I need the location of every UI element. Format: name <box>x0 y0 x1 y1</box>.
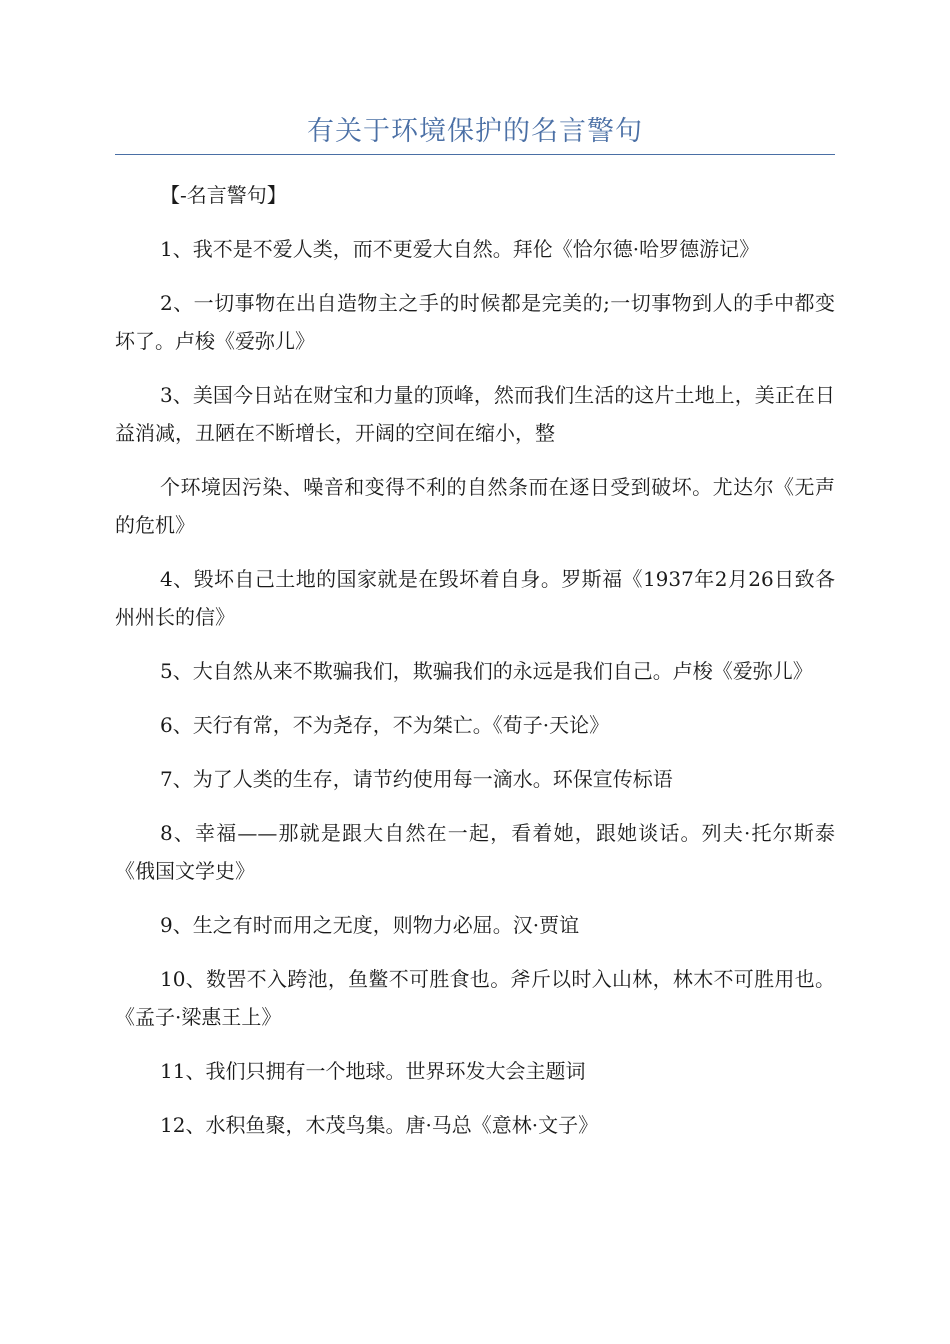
quote-8: 8、幸福——那就是跟大自然在一起，看着她，跟她谈话。列夫·托尔斯泰《俄国文学史》 <box>115 821 835 883</box>
quote-4: 4、毁坏自己土地的国家就是在毁坏着自身。罗斯福《1937年2月26日致各州州长的信》 <box>115 567 835 629</box>
quote-1: 1、我不是不爱人类，而不更爱大自然。拜伦《恰尔德·哈罗德游记》 <box>160 237 760 261</box>
quote-11: 11、我们只拥有一个地球。世界环发大会主题词 <box>160 1059 586 1083</box>
quote-5: 5、大自然从来不欺骗我们，欺骗我们的永远是我们自己。卢梭《爱弥儿》 <box>160 659 813 683</box>
document-body <box>115 176 835 1160</box>
quote-2: 2、一切事物在出自造物主之手的时候都是完美的;一切事物到人的手中都变坏了。卢梭《爱弥儿》 <box>115 291 835 353</box>
quote-7: 7、为了人类的生存，请节约使用每一滴水。环保宣传标语 <box>160 767 673 791</box>
quote-10: 10、数罟不入跨池，鱼鳖不可胜食也。斧斤以时入山林，林木不可胜用也。《孟子·梁惠王上》 <box>115 967 835 1029</box>
quote-12: 12、水积鱼聚，木茂鸟集。唐·马总《意林·文子》 <box>160 1113 599 1137</box>
quote-3: 3、美国今日站在财宝和力量的顶峰，然而我们生活的这片土地上，美正在日益消减，丑陋在不断增长，开阔的空间在缩小，整 <box>115 383 835 445</box>
quote-3-continued: 个环境因污染、噪音和变得不利的自然条而在逐日受到破坏。尤达尔《无声的危机》 <box>115 475 835 537</box>
page-title: 有关于环境保护的名言警句 <box>307 116 643 147</box>
quote-9: 9、生之有时而用之无度，则物力必屈。汉·贾谊 <box>160 913 580 937</box>
title-underline <box>115 154 835 155</box>
quote-6: 6、天行有常，不为尧存，不为桀亡。《荀子·天论》 <box>160 713 610 737</box>
section-heading: 【-名言警句】 <box>160 183 287 207</box>
